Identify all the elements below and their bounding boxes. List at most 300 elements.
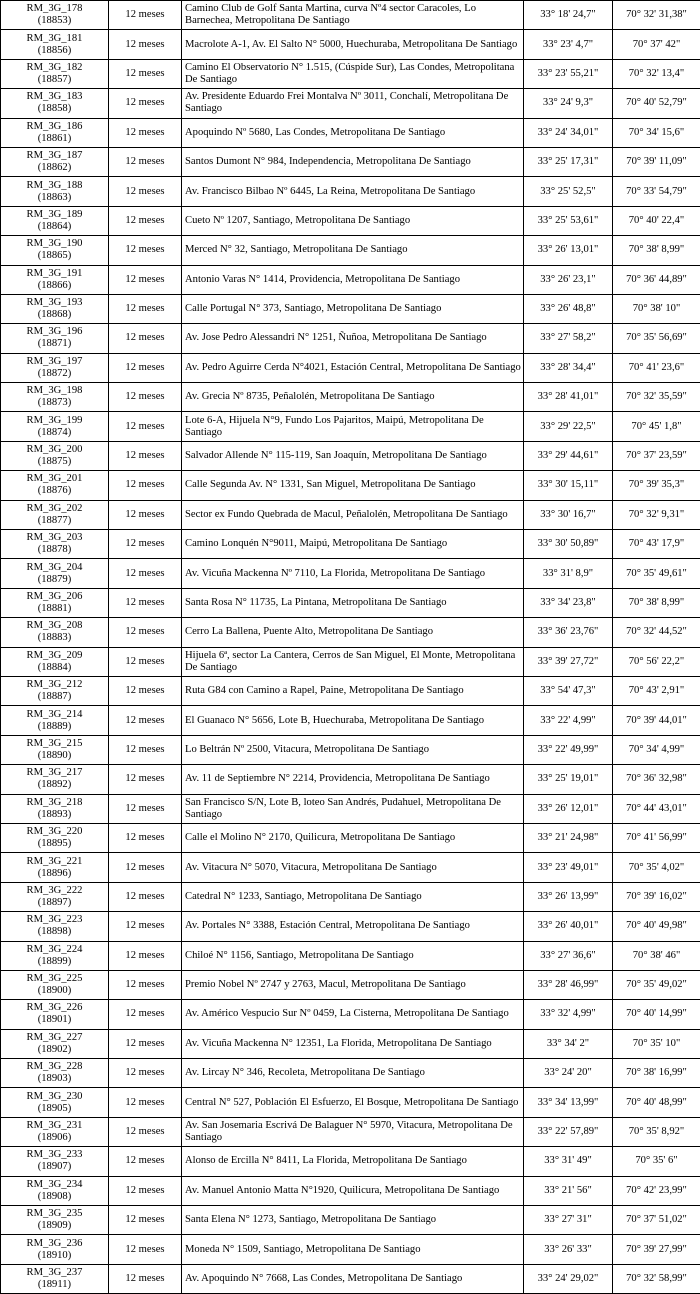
table-row <box>1 970 700 999</box>
longitude-cell: 70° 35' 6" <box>613 1147 700 1176</box>
table-row <box>1 559 700 588</box>
address-cell: Moneda N° 1509, Santiago, Metropolitana De Santiago <box>182 1235 524 1264</box>
table-row <box>1 823 700 852</box>
table-row <box>1 353 700 382</box>
period-cell: 12 meses <box>109 941 182 970</box>
site-id-cell <box>1 618 109 647</box>
site-id-cell <box>1 735 109 764</box>
site-number: (18895) <box>37 838 72 850</box>
table-row <box>1 206 700 235</box>
address-cell: Cueto Nº 1207, Santiago, Metropolitana De Santiago <box>182 206 524 235</box>
site-id-cell <box>1 912 109 941</box>
site-code: RM_3G_198 <box>26 385 83 397</box>
site-code: RM_3G_218 <box>26 796 83 808</box>
table-row <box>1 1147 700 1176</box>
site-code: RM_3G_197 <box>26 355 83 367</box>
site-id-cell <box>1 530 109 559</box>
period-cell: 12 meses <box>109 706 182 735</box>
table-row <box>1 765 700 794</box>
longitude-cell: 70° 39' 27,99" <box>613 1235 700 1264</box>
site-number: (18899) <box>37 955 72 967</box>
latitude-cell: 33° 25' 17,31" <box>524 147 613 176</box>
site-code: RM_3G_200 <box>26 444 83 456</box>
longitude-cell: 70° 40' 49,98" <box>613 912 700 941</box>
site-code: RM_3G_237 <box>26 1266 83 1278</box>
address-cell: Salvador Allende N° 115-119, San Joaquín, Metropolitana De Santiago <box>182 441 524 470</box>
address-cell: Apoquindo Nº 5680, Las Condes, Metropolitana De Santiago <box>182 118 524 147</box>
period-cell: 12 meses <box>109 676 182 705</box>
site-number: (18898) <box>37 926 72 938</box>
latitude-cell: 33° 28' 46,99" <box>524 970 613 999</box>
site-code: RM_3G_236 <box>26 1237 83 1249</box>
longitude-cell: 70° 32' 35,59" <box>613 383 700 412</box>
site-code: RM_3G_215 <box>26 737 83 749</box>
address-cell: Santa Elena N° 1273, Santiago, Metropolitana De Santiago <box>182 1206 524 1235</box>
address-cell: Av. Pedro Aguirre Cerda N°4021, Estación Central, Metropolitana De Santiago <box>182 353 524 382</box>
table-row <box>1 618 700 647</box>
period-cell: 12 meses <box>109 1176 182 1205</box>
longitude-cell: 70° 35' 49,61" <box>613 559 700 588</box>
site-number: (18911) <box>37 1278 72 1290</box>
latitude-cell: 33° 26' 40,01" <box>524 912 613 941</box>
site-number: (18876) <box>37 485 72 497</box>
latitude-cell: 33° 25' 19,01" <box>524 765 613 794</box>
table-row <box>1 1029 700 1058</box>
site-number: (18866) <box>37 279 72 291</box>
site-id-cell <box>1 471 109 500</box>
period-cell: 12 meses <box>109 412 182 441</box>
longitude-cell: 70° 35' 56,69" <box>613 324 700 353</box>
longitude-cell: 70° 37' 51,02" <box>613 1206 700 1235</box>
longitude-cell: 70° 41' 56,99" <box>613 823 700 852</box>
longitude-cell: 70° 39' 16,02" <box>613 882 700 911</box>
latitude-cell: 33° 22' 49,99" <box>524 735 613 764</box>
site-number: (18889) <box>37 720 72 732</box>
longitude-cell: 70° 32' 13,4" <box>613 59 700 88</box>
period-cell: 12 meses <box>109 383 182 412</box>
site-number: (18884) <box>37 661 72 673</box>
address-cell: Camino Club de Golf Santa Martina, curva Nº4 sector Caracoles, Lo Barnechea, Metropolitana De Santiago <box>182 1 524 30</box>
table-row <box>1 530 700 559</box>
longitude-cell: 70° 39' 35,3" <box>613 471 700 500</box>
address-cell: Av. Apoquindo N° 7668, Las Condes, Metropolitana De Santiago <box>182 1264 524 1293</box>
site-number: (18862) <box>37 162 72 174</box>
period-cell: 12 meses <box>109 206 182 235</box>
period-cell: 12 meses <box>109 1117 182 1146</box>
site-number: (18896) <box>37 867 72 879</box>
site-code: RM_3G_181 <box>26 32 83 44</box>
site-id-cell <box>1 147 109 176</box>
site-id-cell <box>1 441 109 470</box>
site-id-cell <box>1 823 109 852</box>
site-number: (18864) <box>37 220 72 232</box>
address-cell: Camino El Observatorio N° 1.515, (Cúspide Sur), Las Condes, Metropolitana De Santiago <box>182 59 524 88</box>
site-number: (18856) <box>37 44 72 56</box>
latitude-cell: 33° 25' 53,61" <box>524 206 613 235</box>
site-number: (18872) <box>37 367 72 379</box>
period-cell: 12 meses <box>109 882 182 911</box>
site-id-cell <box>1 1206 109 1235</box>
site-code: RM_3G_208 <box>26 620 83 632</box>
site-number: (18865) <box>37 250 72 262</box>
table-row <box>1 1000 700 1029</box>
longitude-cell: 70° 38' 8,99" <box>613 236 700 265</box>
latitude-cell: 33° 24' 20" <box>524 1059 613 1088</box>
longitude-cell: 70° 32' 31,38" <box>613 1 700 30</box>
latitude-cell: 33° 32' 4,99" <box>524 1000 613 1029</box>
longitude-cell: 70° 40' 22,4" <box>613 206 700 235</box>
table-row <box>1 89 700 118</box>
period-cell: 12 meses <box>109 794 182 823</box>
sites-table-body <box>1 1 700 1294</box>
table-row <box>1 647 700 676</box>
longitude-cell: 70° 43' 17,9" <box>613 530 700 559</box>
address-cell: Macrolote A-1, Av. El Salto N° 5000, Huechuraba, Metropolitana De Santiago <box>182 30 524 59</box>
address-cell: Antonio Varas N° 1414, Providencia, Metropolitana De Santiago <box>182 265 524 294</box>
latitude-cell: 33° 34' 13,99" <box>524 1088 613 1117</box>
period-cell: 12 meses <box>109 471 182 500</box>
latitude-cell: 33° 26' 13,01" <box>524 236 613 265</box>
site-id-cell <box>1 941 109 970</box>
address-cell: Av. Vicuña Mackenna Nº 7110, La Florida, Metropolitana De Santiago <box>182 559 524 588</box>
site-id-cell <box>1 765 109 794</box>
longitude-cell: 70° 34' 4,99" <box>613 735 700 764</box>
latitude-cell: 33° 31' 8,9" <box>524 559 613 588</box>
site-number: (18910) <box>37 1249 72 1261</box>
site-id-cell <box>1 353 109 382</box>
latitude-cell: 33° 34' 23,8" <box>524 588 613 617</box>
site-number: (18907) <box>37 1161 72 1173</box>
longitude-cell: 70° 37' 23,59" <box>613 441 700 470</box>
period-cell: 12 meses <box>109 1059 182 1088</box>
longitude-cell: 70° 35' 10" <box>613 1029 700 1058</box>
address-cell: Camino Lonquén N°9011, Maipú, Metropolitana De Santiago <box>182 530 524 559</box>
address-cell: Lo Beltrán Nº 2500, Vitacura, Metropolitana De Santiago <box>182 735 524 764</box>
site-number: (18901) <box>37 1014 72 1026</box>
site-id-cell <box>1 970 109 999</box>
site-id-cell <box>1 206 109 235</box>
address-cell: Av. 11 de Septiembre N° 2214, Providencia, Metropolitana De Santiago <box>182 765 524 794</box>
site-code: RM_3G_224 <box>26 943 83 955</box>
latitude-cell: 33° 23' 49,01" <box>524 853 613 882</box>
latitude-cell: 33° 23' 4,7" <box>524 30 613 59</box>
period-cell: 12 meses <box>109 89 182 118</box>
site-number: (18906) <box>37 1132 72 1144</box>
period-cell: 12 meses <box>109 1206 182 1235</box>
period-cell: 12 meses <box>109 236 182 265</box>
site-code: RM_3G_204 <box>26 561 83 573</box>
address-cell: Merced N° 32, Santiago, Metropolitana De Santiago <box>182 236 524 265</box>
site-code: RM_3G_221 <box>26 855 83 867</box>
latitude-cell: 33° 54' 47,3" <box>524 676 613 705</box>
table-row <box>1 1117 700 1146</box>
site-id-cell <box>1 706 109 735</box>
longitude-cell: 70° 45' 1,8" <box>613 412 700 441</box>
site-code: RM_3G_234 <box>26 1178 83 1190</box>
address-cell: Hijuela 6ª, sector La Cantera, Cerros de San Miguel, El Monte, Metropolitana De Santiago <box>182 647 524 676</box>
table-row <box>1 588 700 617</box>
site-code: RM_3G_220 <box>26 826 83 838</box>
site-id-cell <box>1 1000 109 1029</box>
latitude-cell: 33° 28' 41,01" <box>524 383 613 412</box>
site-number: (18893) <box>37 808 72 820</box>
site-code: RM_3G_178 <box>26 3 83 15</box>
site-code: RM_3G_222 <box>26 884 83 896</box>
period-cell: 12 meses <box>109 647 182 676</box>
site-code: RM_3G_212 <box>26 679 83 691</box>
table-row <box>1 853 700 882</box>
table-row <box>1 383 700 412</box>
address-cell: Cerro La Ballena, Puente Alto, Metropolitana De Santiago <box>182 618 524 647</box>
table-row <box>1 1264 700 1293</box>
latitude-cell: 33° 26' 12,01" <box>524 794 613 823</box>
site-id-cell <box>1 588 109 617</box>
site-number: (18908) <box>37 1190 72 1202</box>
period-cell: 12 meses <box>109 588 182 617</box>
longitude-cell: 70° 44' 43,01" <box>613 794 700 823</box>
longitude-cell: 70° 39' 11,09" <box>613 147 700 176</box>
site-id-cell <box>1 559 109 588</box>
site-number: (18863) <box>37 191 72 203</box>
latitude-cell: 33° 26' 13,99" <box>524 882 613 911</box>
site-number: (18874) <box>37 426 72 438</box>
table-row <box>1 1235 700 1264</box>
table-row <box>1 912 700 941</box>
table-row <box>1 1 700 30</box>
address-cell: Central N° 527, Población El Esfuerzo, El Bosque, Metropolitana De Santiago <box>182 1088 524 1117</box>
site-id-cell <box>1 30 109 59</box>
site-code: RM_3G_202 <box>26 502 83 514</box>
period-cell: 12 meses <box>109 118 182 147</box>
site-id-cell <box>1 1059 109 1088</box>
site-number: (18858) <box>37 103 72 115</box>
longitude-cell: 70° 42' 23,99" <box>613 1176 700 1205</box>
address-cell: Calle Segunda Av. N° 1331, San Miguel, Metropolitana De Santiago <box>182 471 524 500</box>
longitude-cell: 70° 36' 44,89" <box>613 265 700 294</box>
address-cell: Catedral N° 1233, Santiago, Metropolitana De Santiago <box>182 882 524 911</box>
latitude-cell: 33° 27' 31" <box>524 1206 613 1235</box>
site-id-cell <box>1 324 109 353</box>
address-cell: Sector ex Fundo Quebrada de Macul, Peñalolén, Metropolitana De Santiago <box>182 500 524 529</box>
address-cell: Av. Francisco Bilbao Nº 6445, La Reina, Metropolitana De Santiago <box>182 177 524 206</box>
site-code: RM_3G_199 <box>26 414 83 426</box>
address-cell: Av. Portales N° 3388, Estación Central, Metropolitana De Santiago <box>182 912 524 941</box>
table-row <box>1 1059 700 1088</box>
address-cell: Calle el Molino N° 2170, Quilicura, Metropolitana De Santiago <box>182 823 524 852</box>
address-cell: El Guanaco N° 5656, Lote B, Huechuraba, Metropolitana De Santiago <box>182 706 524 735</box>
site-id-cell <box>1 882 109 911</box>
site-code: RM_3G_233 <box>26 1149 83 1161</box>
site-code: RM_3G_182 <box>26 61 83 73</box>
table-row <box>1 882 700 911</box>
site-id-cell <box>1 1117 109 1146</box>
latitude-cell: 33° 29' 44,61" <box>524 441 613 470</box>
site-number: (18857) <box>37 73 72 85</box>
address-cell: Av. Jose Pedro Alessandri N° 1251, Ñuñoa, Metropolitana De Santiago <box>182 324 524 353</box>
address-cell: Chiloé N° 1156, Santiago, Metropolitana De Santiago <box>182 941 524 970</box>
site-number: (18900) <box>37 985 72 997</box>
latitude-cell: 33° 24' 9,3" <box>524 89 613 118</box>
site-number: (18871) <box>37 338 72 350</box>
period-cell: 12 meses <box>109 353 182 382</box>
site-number: (18887) <box>37 691 72 703</box>
address-cell: Av. Vitacura N° 5070, Vitacura, Metropolitana De Santiago <box>182 853 524 882</box>
site-code: RM_3G_230 <box>26 1090 83 1102</box>
site-code: RM_3G_231 <box>26 1120 83 1132</box>
period-cell: 12 meses <box>109 970 182 999</box>
latitude-cell: 33° 31' 49" <box>524 1147 613 1176</box>
site-id-cell <box>1 500 109 529</box>
site-code: RM_3G_187 <box>26 150 83 162</box>
site-id-cell <box>1 89 109 118</box>
site-code: RM_3G_186 <box>26 120 83 132</box>
period-cell: 12 meses <box>109 177 182 206</box>
site-id-cell <box>1 1264 109 1293</box>
site-code: RM_3G_201 <box>26 473 83 485</box>
period-cell: 12 meses <box>109 500 182 529</box>
period-cell: 12 meses <box>109 441 182 470</box>
latitude-cell: 33° 36' 23,76" <box>524 618 613 647</box>
site-code: RM_3G_209 <box>26 649 83 661</box>
site-id-cell <box>1 1029 109 1058</box>
address-cell: Av. Vicuña Mackenna N° 12351, La Florida, Metropolitana De Santiago <box>182 1029 524 1058</box>
longitude-cell: 70° 40' 14,99" <box>613 1000 700 1029</box>
longitude-cell: 70° 41' 23,6" <box>613 353 700 382</box>
address-cell: Av. Lircay N° 346, Recoleta, Metropolitana De Santiago <box>182 1059 524 1088</box>
table-row <box>1 294 700 323</box>
site-code: RM_3G_228 <box>26 1061 83 1073</box>
site-number: (18909) <box>37 1220 72 1232</box>
site-id-cell <box>1 118 109 147</box>
site-id-cell <box>1 794 109 823</box>
site-id-cell <box>1 59 109 88</box>
table-row <box>1 941 700 970</box>
site-number: (18875) <box>37 456 72 468</box>
address-cell: Lote 6-A, Hijuela N°9, Fundo Los Pajaritos, Maipú, Metropolitana De Santiago <box>182 412 524 441</box>
period-cell: 12 meses <box>109 294 182 323</box>
site-code: RM_3G_193 <box>26 297 83 309</box>
site-number: (18878) <box>37 544 72 556</box>
address-cell: Santos Dumont N° 984, Independencia, Metropolitana De Santiago <box>182 147 524 176</box>
site-code: RM_3G_190 <box>26 238 83 250</box>
site-id-cell <box>1 1235 109 1264</box>
latitude-cell: 33° 22' 57,89" <box>524 1117 613 1146</box>
site-number: (18873) <box>37 397 72 409</box>
longitude-cell: 70° 32' 9,31" <box>613 500 700 529</box>
site-id-cell <box>1 177 109 206</box>
site-code: RM_3G_188 <box>26 179 83 191</box>
site-code: RM_3G_191 <box>26 267 83 279</box>
site-code: RM_3G_206 <box>26 591 83 602</box>
latitude-cell: 33° 21' 56" <box>524 1176 613 1205</box>
site-id-cell <box>1 1147 109 1176</box>
table-row <box>1 30 700 59</box>
site-id-cell <box>1 236 109 265</box>
longitude-cell: 70° 34' 15,6" <box>613 118 700 147</box>
period-cell: 12 meses <box>109 1 182 30</box>
period-cell: 12 meses <box>109 1029 182 1058</box>
latitude-cell: 33° 28' 34,4" <box>524 353 613 382</box>
table-row <box>1 441 700 470</box>
table-row <box>1 1088 700 1117</box>
site-number: (18903) <box>37 1073 72 1085</box>
site-number: (18877) <box>37 514 72 526</box>
table-row <box>1 676 700 705</box>
table-row <box>1 471 700 500</box>
period-cell: 12 meses <box>109 1235 182 1264</box>
latitude-cell: 33° 30' 15,11" <box>524 471 613 500</box>
address-cell: San Francisco S/N, Lote B, loteo San Andrés, Pudahuel, Metropolitana De Santiago <box>182 794 524 823</box>
latitude-cell: 33° 26' 48,8" <box>524 294 613 323</box>
latitude-cell: 33° 26' 33" <box>524 1235 613 1264</box>
latitude-cell: 33° 39' 27,72" <box>524 647 613 676</box>
site-number: (18868) <box>37 309 72 321</box>
address-cell: Av. Américo Vespucio Sur Nº 0459, La Cisterna, Metropolitana De Santiago <box>182 1000 524 1029</box>
site-code: RM_3G_225 <box>26 973 83 985</box>
table-row <box>1 177 700 206</box>
site-code: RM_3G_227 <box>26 1031 83 1043</box>
latitude-cell: 33° 34' 2" <box>524 1029 613 1058</box>
latitude-cell: 33° 18' 24,7" <box>524 1 613 30</box>
site-number: (18853) <box>37 15 72 27</box>
site-number: (18892) <box>37 779 72 791</box>
longitude-cell: 70° 40' 48,99" <box>613 1088 700 1117</box>
site-code: RM_3G_217 <box>26 767 83 779</box>
table-row <box>1 236 700 265</box>
site-id-cell <box>1 676 109 705</box>
site-code: RM_3G_226 <box>26 1002 83 1014</box>
table-row <box>1 265 700 294</box>
site-code: RM_3G_196 <box>26 326 83 338</box>
latitude-cell: 33° 24' 29,02" <box>524 1264 613 1293</box>
table-row <box>1 324 700 353</box>
period-cell: 12 meses <box>109 265 182 294</box>
site-number: (18883) <box>37 632 72 644</box>
address-cell: Alonso de Ercilla N° 8411, La Florida, Metropolitana De Santiago <box>182 1147 524 1176</box>
longitude-cell: 70° 33' 54,79" <box>613 177 700 206</box>
longitude-cell: 70° 56' 22,2" <box>613 647 700 676</box>
table-row <box>1 118 700 147</box>
latitude-cell: 33° 25' 52,5" <box>524 177 613 206</box>
site-code: RM_3G_203 <box>26 532 83 544</box>
period-cell: 12 meses <box>109 735 182 764</box>
site-number: (18879) <box>37 573 72 585</box>
site-code: RM_3G_214 <box>26 708 83 720</box>
latitude-cell: 33° 27' 36,6" <box>524 941 613 970</box>
period-cell: 12 meses <box>109 30 182 59</box>
period-cell: 12 meses <box>109 1147 182 1176</box>
latitude-cell: 33° 27' 58,2" <box>524 324 613 353</box>
longitude-cell: 70° 38' 16,99" <box>613 1059 700 1088</box>
table-row <box>1 735 700 764</box>
site-id-cell <box>1 1088 109 1117</box>
period-cell: 12 meses <box>109 853 182 882</box>
longitude-cell: 70° 35' 8,92" <box>613 1117 700 1146</box>
site-code: RM_3G_235 <box>26 1208 83 1220</box>
table-row <box>1 706 700 735</box>
longitude-cell: 70° 38' 10" <box>613 294 700 323</box>
longitude-cell: 70° 38' 8,99" <box>613 588 700 617</box>
table-row <box>1 794 700 823</box>
longitude-cell: 70° 43' 2,91" <box>613 676 700 705</box>
period-cell: 12 meses <box>109 823 182 852</box>
site-number: (18905) <box>37 1102 72 1114</box>
table-row <box>1 1176 700 1205</box>
latitude-cell: 33° 23' 55,21" <box>524 59 613 88</box>
longitude-cell: 70° 36' 32,98" <box>613 765 700 794</box>
latitude-cell: 33° 24' 34,01" <box>524 118 613 147</box>
address-cell: Santa Rosa N° 11735, La Pintana, Metropolitana De Santiago <box>182 588 524 617</box>
